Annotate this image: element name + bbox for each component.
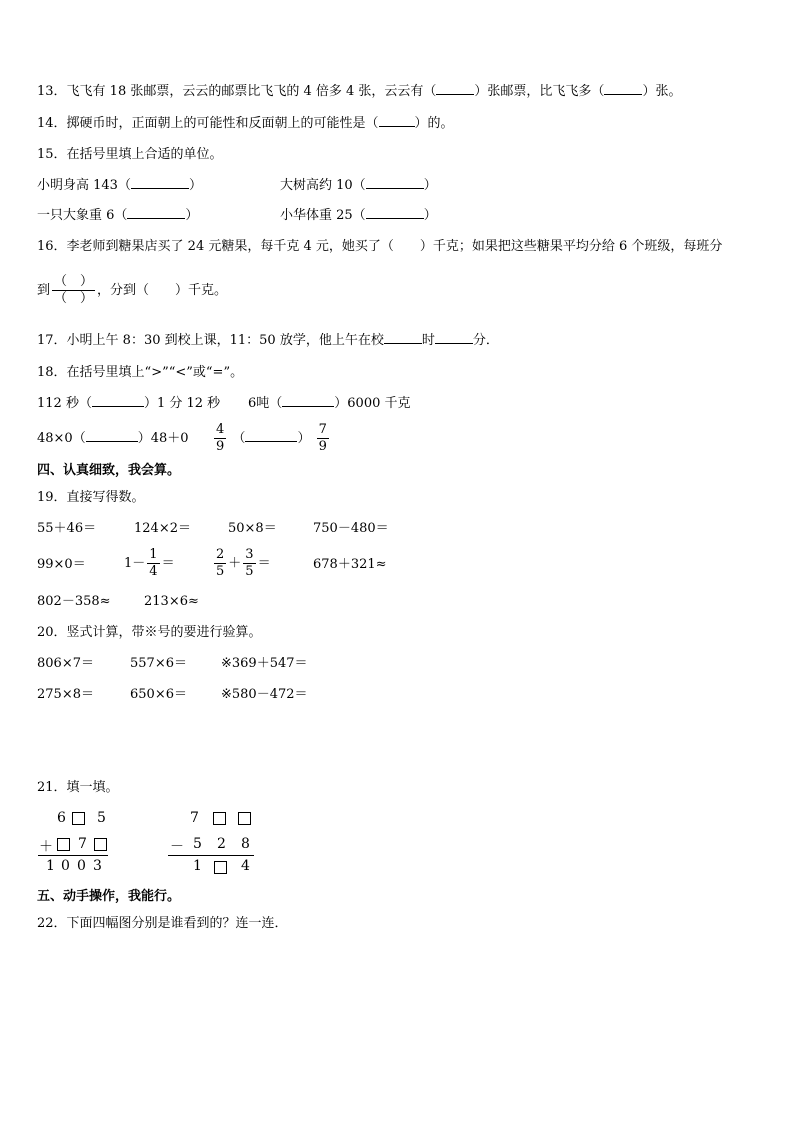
q15-blank-b[interactable] (366, 188, 424, 189)
q16-line-2: 到 $\frac{( )}{( )}$ ，分到（ ）千克。 (37, 274, 228, 306)
q15-blank-a[interactable] (131, 188, 189, 189)
q20-title: 20．竖式计算，带※号的要进行验算。 (37, 625, 262, 640)
q15-title: 15．在括号里填上合适的单位。 (37, 147, 223, 162)
q14-line: 14．掷硬币时，正面朝上的可能性和反面朝上的可能性是（ ）的。 (37, 116, 454, 131)
q20-r1-3: ※369＋547＝ (221, 656, 308, 671)
q21-right-blank-2[interactable] (238, 812, 251, 825)
q18-blank-d[interactable] (245, 441, 297, 442)
q17-line: 17．小明上午 8：30 到校上课，11：50 放学，他上午在校 时 分． (37, 333, 499, 348)
q18-blank-a[interactable] (92, 406, 144, 407)
q21-left-plus: ＋ (39, 839, 53, 855)
q20-r1-2: 557×6＝ (130, 656, 187, 671)
q16-fraction[interactable]: $\frac{( )}{( )}$ (54, 274, 94, 306)
q19-r3-1: 802－358≈ (37, 594, 111, 609)
q20-r2-1: 275×8＝ (37, 687, 94, 702)
q17-blank-hours[interactable] (384, 343, 422, 344)
q13-blank-1[interactable] (436, 94, 474, 95)
q15-item-c: 一只大象重 6（ ） (37, 208, 199, 223)
q21-right-digit: 8 (241, 836, 250, 852)
q19-r1-2: 124×2＝ (134, 521, 191, 536)
q13-line: 13．飞飞有 18 张邮票，云云的邮票比飞飞的 4 倍多 4 张，云云有（ ）张邮票，比飞飞多（ ）张。 (37, 84, 682, 99)
q21-left-sum: 0 (61, 858, 70, 874)
q21-left-blank-2[interactable] (57, 838, 70, 851)
q22-title: 22．下面四幅图分别是谁看到的？连一连． (37, 916, 288, 931)
q15-blank-d[interactable] (366, 218, 424, 219)
q20-r1-1: 806×7＝ (37, 656, 94, 671)
q21-right-blank-3[interactable] (214, 861, 227, 874)
q21-right-minus: － (170, 839, 184, 855)
q18-fraction-right: $\frac{7}{9}$ (318, 422, 327, 454)
q19-r2-3: $\frac{2}{5}$ ＋ $\frac{3}{5}$ ＝ (216, 547, 271, 579)
q18-title: 18．在括号里填上“>”“<”或“=”。 (37, 365, 244, 380)
q15-item-a: 小明身高 143（ ） (37, 178, 202, 193)
q19-r3-2: 213×6≈ (144, 594, 199, 609)
q19-r1-3: 50×8＝ (228, 521, 277, 536)
q21-left-digit: 6 (57, 810, 66, 826)
q14-blank[interactable] (379, 126, 415, 127)
q18-blank-c[interactable] (86, 441, 138, 442)
q21-right-digit: 2 (217, 836, 226, 852)
q21-left-digit: 5 (97, 810, 106, 826)
q21-right-rule (168, 855, 254, 856)
q13-blank-2[interactable] (604, 94, 642, 95)
q21-right-blank-1[interactable] (213, 812, 226, 825)
q21-left-rule (38, 855, 108, 856)
q21-right-diff: 4 (241, 858, 250, 874)
q18-item-a: 112 秒（ ）1 分 12 秒 (37, 396, 221, 411)
q21-title: 21．填一填。 (37, 780, 119, 795)
q21-left-blank-3[interactable] (94, 838, 107, 851)
section-5-heading: 五、动手操作，我能行。 (37, 889, 181, 904)
q20-r2-2: 650×6＝ (130, 687, 187, 702)
q21-left-sum: 1 (46, 858, 55, 874)
q15-blank-c[interactable] (127, 218, 185, 219)
q16-line-1: 16．李老师到糖果店买了 24 元糖果，每千克 4 元，她买了（ ）千克；如果把这些糖果平均分给 6 个班级，每班分 (37, 239, 723, 254)
q21-right-digit: 7 (190, 810, 199, 826)
q18-item-c: 48×0（ ）48＋0 (37, 431, 189, 446)
q21-left-digit: 7 (78, 836, 87, 852)
q18-item-d: $\frac{4}{9}$ （ ） $\frac{7}{9}$ (216, 422, 327, 454)
q19-r2-4: 678＋321≈ (313, 557, 387, 572)
q19-r2-1: 99×0＝ (37, 557, 86, 572)
q19-r2-2: 1－ $\frac{1}{4}$ ＝ (124, 547, 175, 579)
q15-item-d: 小华体重 25（ ） (280, 208, 437, 223)
q21-right-digit: 5 (193, 836, 202, 852)
q18-item-b: 6吨（ ）6000 千克 (248, 396, 411, 411)
q18-blank-b[interactable] (282, 406, 334, 407)
q15-item-b: 大树高约 10（ ） (280, 178, 437, 193)
q21-left-sum: 3 (93, 858, 102, 874)
q21-left-sum: 0 (77, 858, 86, 874)
q20-r2-3: ※580－472＝ (221, 687, 308, 702)
q17-blank-minutes[interactable] (435, 343, 473, 344)
q19-title: 19．直接写得数。 (37, 490, 145, 505)
q19-r1-1: 55＋46＝ (37, 521, 97, 536)
section-4-heading: 四、认真细致，我会算。 (37, 463, 181, 478)
q21-left-blank-1[interactable] (72, 812, 85, 825)
q21-right-diff: 1 (193, 858, 202, 874)
q18-fraction-left: $\frac{4}{9}$ (216, 422, 225, 454)
q19-r1-4: 750－480＝ (313, 521, 389, 536)
